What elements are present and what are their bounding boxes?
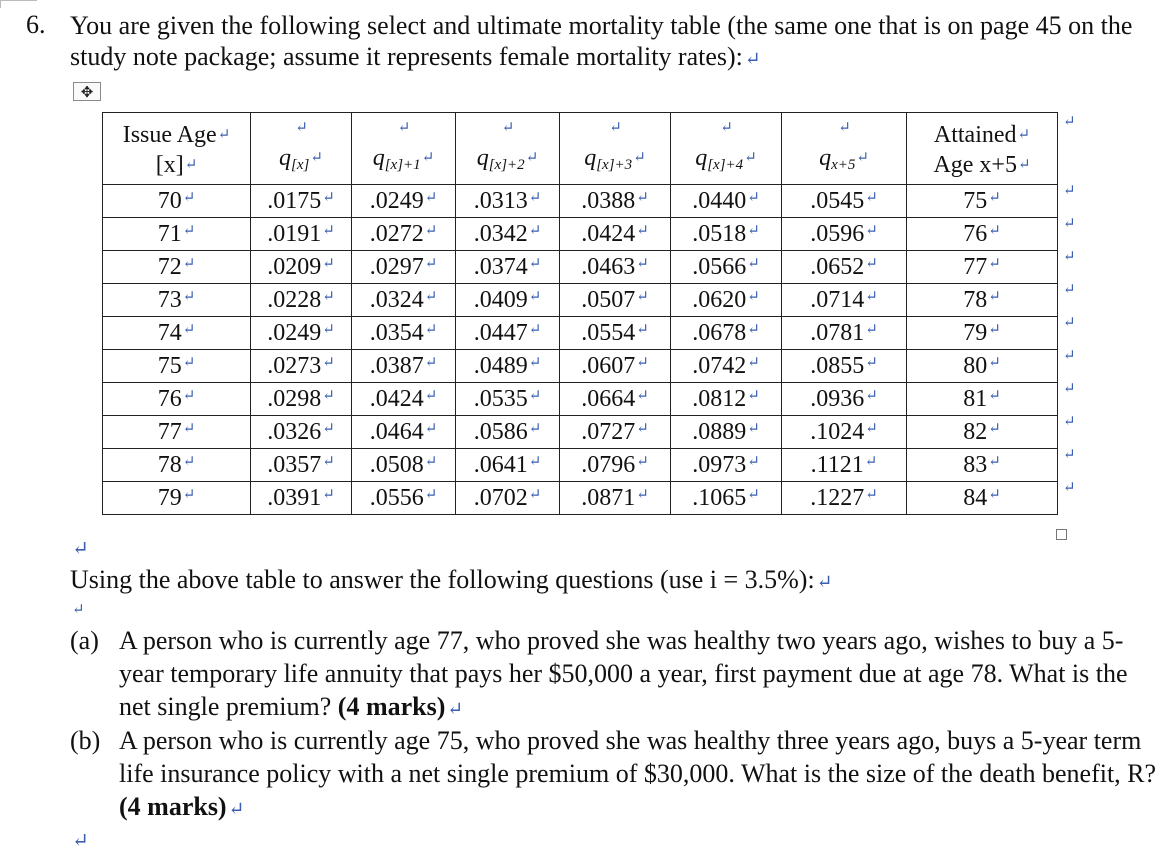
mortality-rate-cell: .1227↵ bbox=[782, 482, 907, 515]
row-end-mark-icon: ↵ bbox=[1063, 348, 1076, 364]
attained-age-cell: 77↵ bbox=[907, 251, 1058, 284]
table-row bbox=[103, 218, 1058, 251]
table-resize-handle[interactable] bbox=[1056, 529, 1067, 540]
mortality-rate-cell: .0440↵ bbox=[671, 185, 782, 218]
row-end-mark-icon: ↵ bbox=[1063, 447, 1076, 463]
mortality-rate-cell: .0855↵ bbox=[782, 350, 907, 383]
mortality-rate-cell: .0781↵ bbox=[782, 317, 907, 350]
attained-age-header: Attained↵ Age x+5↵ bbox=[907, 113, 1058, 185]
row-end-mark-icon: ↵ bbox=[1063, 183, 1076, 199]
mortality-table bbox=[102, 112, 1058, 515]
row-end-mark-icon: ↵ bbox=[1063, 381, 1076, 397]
mortality-rate-cell: .0586↵ bbox=[456, 416, 560, 449]
mortality-rate-cell: .0796↵ bbox=[560, 449, 671, 482]
table-row bbox=[103, 482, 1058, 515]
mortality-rate-cell: .0313↵ bbox=[456, 185, 560, 218]
mortality-rate-cell: .0463↵ bbox=[560, 251, 671, 284]
col-header-q: ↵ $q_{x+5}^↵$ bbox=[782, 113, 907, 185]
attained-age-cell: 79↵ bbox=[907, 317, 1058, 350]
mortality-rate-cell: .0464↵ bbox=[352, 416, 456, 449]
mortality-rate-cell: .0507↵ bbox=[560, 284, 671, 317]
question-text: You are given the following select and ultimate mortality table (the same one that is on page 45 on the study note package; assume it represents female mortality rates): ↵ bbox=[70, 11, 1133, 71]
row-end-mark-icon: ↵ bbox=[1063, 315, 1076, 331]
mortality-rate-cell: .0357↵ bbox=[251, 449, 352, 482]
attained-age-cell: 78↵ bbox=[907, 284, 1058, 317]
mortality-rate-cell: .0388↵ bbox=[560, 185, 671, 218]
paragraph-mark-icon: ↵ bbox=[816, 572, 833, 593]
mortality-rate-cell: .0742↵ bbox=[671, 350, 782, 383]
col-header-q: ↵ $q_{[x]+4}^↵$ bbox=[671, 113, 782, 185]
mortality-rate-cell: .0272↵ bbox=[352, 218, 456, 251]
mortality-rate-cell: .0936↵ bbox=[782, 383, 907, 416]
issue-age-cell: 72↵ bbox=[103, 251, 251, 284]
table-move-handle-icon[interactable]: ✥ bbox=[73, 82, 101, 101]
attained-age-cell: 80↵ bbox=[907, 350, 1058, 383]
paragraph-mark-icon: ↵ bbox=[72, 602, 85, 618]
mortality-rate-cell: .0249↵ bbox=[352, 185, 456, 218]
mortality-rate-cell: .0273↵ bbox=[251, 350, 352, 383]
mortality-rate-cell: .0871↵ bbox=[560, 482, 671, 515]
mortality-rate-cell: .0554↵ bbox=[560, 317, 671, 350]
col-header-q: ↵ $q_{[x]+2}^↵$ bbox=[456, 113, 560, 185]
mortality-rate-cell: .0342↵ bbox=[456, 218, 560, 251]
table-row bbox=[103, 251, 1058, 284]
mortality-rate-cell: .0298↵ bbox=[251, 383, 352, 416]
row-end-mark-icon: ↵ bbox=[1063, 216, 1076, 232]
part-a-marks: (4 marks) bbox=[337, 692, 446, 721]
row-end-mark-icon: ↵ bbox=[1063, 480, 1076, 496]
mortality-rate-cell: .0596↵ bbox=[782, 218, 907, 251]
mortality-rate-cell: .0175↵ bbox=[251, 185, 352, 218]
table-header-row bbox=[103, 113, 1058, 185]
mortality-rate-cell: .0191↵ bbox=[251, 218, 352, 251]
paragraph-mark-icon: ↵ bbox=[72, 830, 89, 852]
mortality-rate-cell: .0326↵ bbox=[251, 416, 352, 449]
table-row bbox=[103, 284, 1058, 317]
issue-age-cell: 73↵ bbox=[103, 284, 251, 317]
mortality-rate-cell: .1024↵ bbox=[782, 416, 907, 449]
mortality-rate-cell: .0812↵ bbox=[671, 383, 782, 416]
mortality-rate-cell: .0249↵ bbox=[251, 317, 352, 350]
mortality-rate-cell: .0702↵ bbox=[456, 482, 560, 515]
issue-age-header: Issue Age↵ [x]↵ bbox=[103, 113, 251, 185]
mortality-rate-cell: .0714↵ bbox=[782, 284, 907, 317]
issue-age-cell: 78↵ bbox=[103, 449, 251, 482]
mortality-rate-cell: .0354↵ bbox=[352, 317, 456, 350]
attained-age-cell: 84↵ bbox=[907, 482, 1058, 515]
mortality-rate-cell: .0374↵ bbox=[456, 251, 560, 284]
table-row bbox=[103, 185, 1058, 218]
question-number: 6. bbox=[26, 10, 46, 39]
table-row bbox=[103, 350, 1058, 383]
mortality-rate-cell: .0678↵ bbox=[671, 317, 782, 350]
table-row bbox=[103, 317, 1058, 350]
mortality-rate-cell: .0607↵ bbox=[560, 350, 671, 383]
issue-age-cell: 70↵ bbox=[103, 185, 251, 218]
mortality-rate-cell: .0424↵ bbox=[352, 383, 456, 416]
mortality-rate-cell: .0209↵ bbox=[251, 251, 352, 284]
attained-age-cell: 81↵ bbox=[907, 383, 1058, 416]
mortality-rate-cell: .0620↵ bbox=[671, 284, 782, 317]
instructions-text: Using the above table to answer the following questions (use i = 3.5%): ↵ bbox=[70, 565, 833, 594]
page-corner-mark bbox=[0, 0, 37, 8]
mortality-rate-cell: .0518↵ bbox=[671, 218, 782, 251]
part-b-marks: (4 marks) bbox=[119, 792, 227, 821]
mortality-rate-cell: .0228↵ bbox=[251, 284, 352, 317]
row-end-mark-icon: ↵ bbox=[1063, 414, 1076, 430]
mortality-rate-cell: .0391↵ bbox=[251, 482, 352, 515]
col-header-q: ↵ $q_{[x]+3}^↵$ bbox=[560, 113, 671, 185]
row-end-mark-icon: ↵ bbox=[1063, 249, 1076, 265]
mortality-rate-cell: .0409↵ bbox=[456, 284, 560, 317]
mortality-rate-cell: .0556↵ bbox=[352, 482, 456, 515]
col-header-q: ↵ $q_{[x]}^↵$ bbox=[251, 113, 352, 185]
issue-age-cell: 76↵ bbox=[103, 383, 251, 416]
issue-age-cell: 75↵ bbox=[103, 350, 251, 383]
mortality-rate-cell: .0424↵ bbox=[560, 218, 671, 251]
part-b-text: A person who is currently age 75, who proved she was healthy three years ago, buys a 5-year term life insurance policy with a net single premium of $30,000. What is the size of the death benefit, R? bbox=[119, 726, 1157, 788]
attained-age-cell: 75↵ bbox=[907, 185, 1058, 218]
row-end-mark-icon: ↵ bbox=[1063, 114, 1076, 130]
table-row bbox=[103, 416, 1058, 449]
table-row bbox=[103, 383, 1058, 416]
mortality-rate-cell: .1121↵ bbox=[782, 449, 907, 482]
issue-age-cell: 71↵ bbox=[103, 218, 251, 251]
mortality-rate-cell: .0641↵ bbox=[456, 449, 560, 482]
mortality-rate-cell: .0447↵ bbox=[456, 317, 560, 350]
part-a-label: (a) bbox=[70, 626, 99, 655]
mortality-rate-cell: .0652↵ bbox=[782, 251, 907, 284]
col-header-q: ↵ $q_{[x]+1}^↵$ bbox=[352, 113, 456, 185]
mortality-rate-cell: .0664↵ bbox=[560, 383, 671, 416]
mortality-rate-cell: .0889↵ bbox=[671, 416, 782, 449]
mortality-rate-cell: .0324↵ bbox=[352, 284, 456, 317]
mortality-rate-cell: .1065↵ bbox=[671, 482, 782, 515]
part-b-label: (b) bbox=[70, 726, 101, 755]
issue-age-cell: 77↵ bbox=[103, 416, 251, 449]
paragraph-mark-icon: ↵ bbox=[744, 49, 761, 70]
issue-age-cell: 79↵ bbox=[103, 482, 251, 515]
mortality-rate-cell: .0489↵ bbox=[456, 350, 560, 383]
attained-age-cell: 76↵ bbox=[907, 218, 1058, 251]
table-row bbox=[103, 449, 1058, 482]
mortality-rate-cell: .0508↵ bbox=[352, 449, 456, 482]
attained-age-cell: 82↵ bbox=[907, 416, 1058, 449]
mortality-rate-cell: .0727↵ bbox=[560, 416, 671, 449]
part-a-text: A person who is currently age 77, who proved she was healthy two years ago, wishes to buy a 5-year temporary life annuity that pays her $50,000 a year, first payment due at age 78. What is the net single premium? bbox=[119, 626, 1128, 721]
mortality-rate-cell: .0545↵ bbox=[782, 185, 907, 218]
attained-age-cell: 83↵ bbox=[907, 449, 1058, 482]
paragraph-mark-icon: ↵ bbox=[72, 538, 89, 560]
mortality-rate-cell: .0387↵ bbox=[352, 350, 456, 383]
row-end-mark-icon: ↵ bbox=[1063, 282, 1076, 298]
mortality-rate-cell: .0566↵ bbox=[671, 251, 782, 284]
mortality-rate-cell: .0535↵ bbox=[456, 383, 560, 416]
mortality-rate-cell: .0297↵ bbox=[352, 251, 456, 284]
mortality-rate-cell: .0973↵ bbox=[671, 449, 782, 482]
issue-age-cell: 74↵ bbox=[103, 317, 251, 350]
